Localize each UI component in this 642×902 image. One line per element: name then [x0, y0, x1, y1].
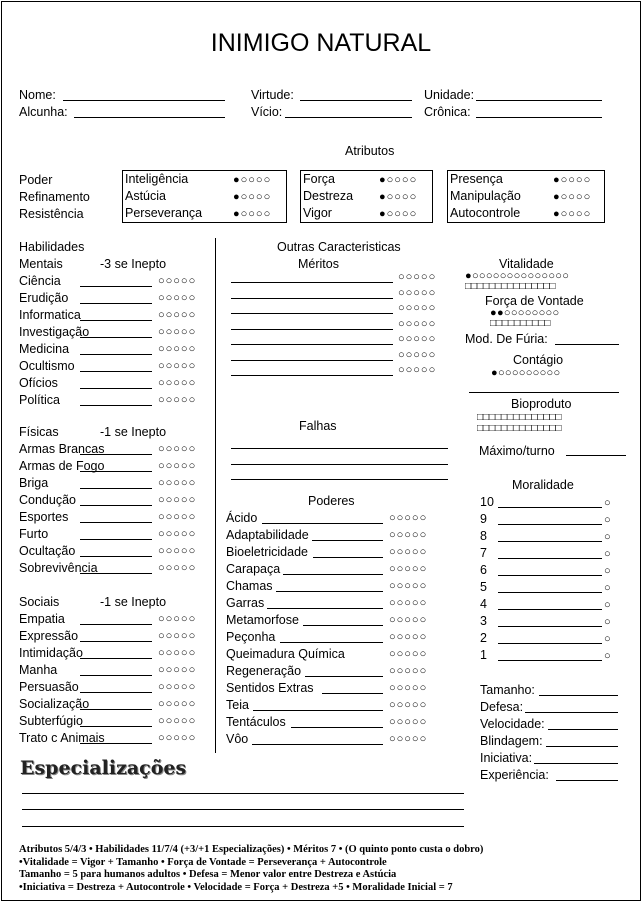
merito-line[interactable] — [231, 360, 393, 361]
moral-line[interactable] — [498, 660, 602, 661]
skill-dots[interactable]: ○○○○○ — [158, 394, 197, 406]
poder-line[interactable] — [252, 744, 383, 745]
especializacao-line[interactable] — [22, 809, 464, 810]
contagio-divider — [469, 392, 619, 393]
footer-line: •Iniciativa = Destreza + Autocontrole • Velocidade = Força + Destreza +5 • Moralidade Inicial = 7 — [19, 882, 453, 893]
merito-dots[interactable]: ○○○○○ — [398, 302, 437, 314]
alcunha-field[interactable] — [74, 117, 225, 118]
especializacao-line[interactable] — [22, 826, 464, 827]
mod-furia-label: Mod. De Fúria: — [465, 332, 548, 346]
poder-dots[interactable]: ○○○○○ — [389, 546, 428, 558]
skill-label: Armas de Fogo — [19, 459, 105, 473]
bioproduto-box-row[interactable]: □□□□□□□□□□□□□□ — [477, 423, 562, 434]
stat-field[interactable] — [534, 763, 618, 764]
moral-line[interactable] — [498, 626, 602, 627]
merito-line[interactable] — [231, 282, 393, 283]
skill-line[interactable] — [80, 522, 152, 523]
skill-label: Expressão — [19, 629, 79, 643]
skill-line[interactable] — [80, 303, 152, 304]
skill-label: Ocultação — [19, 544, 76, 558]
skill-line[interactable] — [80, 454, 152, 455]
skill-label: Briga — [19, 476, 49, 490]
skill-line[interactable] — [80, 692, 152, 693]
skill-dots[interactable]: ○○○○○ — [158, 681, 197, 693]
moral-line[interactable] — [498, 609, 602, 610]
row-refinamento: Refinamento — [19, 190, 90, 204]
skill-line[interactable] — [80, 388, 152, 389]
attr-dots[interactable]: ●○○○○ — [379, 191, 418, 203]
skill-dots[interactable]: ○○○○○ — [158, 377, 197, 389]
skill-label: Persuasão — [19, 680, 79, 694]
especializacoes-heading: Especializações — [20, 757, 187, 779]
skill-label: Manha — [19, 663, 58, 677]
skill-group-title: Sociais — [19, 595, 60, 609]
skill-line[interactable] — [80, 405, 152, 406]
poder-dots[interactable]: ○○○○○ — [389, 682, 428, 694]
skill-line[interactable] — [80, 505, 152, 506]
vitalidade-box-row[interactable]: □□□□□□□□□□□□□□□ — [465, 281, 556, 292]
skill-group-penalty: -1 se Inepto — [100, 425, 167, 439]
vicio-field[interactable] — [285, 117, 412, 118]
falhas-heading: Falhas — [299, 419, 337, 433]
skill-label: Armas Brancas — [19, 442, 105, 456]
poder-label: Regeneração — [226, 664, 302, 678]
attr-dots[interactable]: ●○○○○ — [553, 191, 592, 203]
attr-label: Força — [303, 172, 335, 186]
skill-dots[interactable]: ○○○○○ — [158, 326, 197, 338]
moral-circle[interactable]: ○ — [604, 497, 612, 509]
moral-line[interactable] — [498, 592, 602, 593]
attr-dots[interactable]: ●○○○○ — [553, 174, 592, 186]
skill-label: Medicina — [19, 342, 70, 356]
skill-label: Ocultismo — [19, 359, 75, 373]
poder-line[interactable] — [322, 693, 383, 694]
poder-line[interactable] — [291, 727, 383, 728]
atributos-heading: Atributos — [345, 144, 395, 158]
poder-line[interactable] — [253, 710, 383, 711]
outras-heading: Outras Caracteristicas — [277, 240, 401, 254]
attr-label: Autocontrole — [450, 206, 521, 220]
poder-label: Carapaça — [226, 562, 281, 576]
attr-label: Destreza — [303, 189, 354, 203]
vitalidade-dots[interactable]: ●○○○○○○○○○○○○○○ — [465, 270, 570, 282]
moral-level: 1 — [480, 648, 487, 662]
skill-line[interactable] — [80, 354, 152, 355]
poder-dots[interactable]: ○○○○○ — [389, 648, 428, 660]
moral-level: 2 — [480, 631, 487, 645]
moralidade-heading: Moralidade — [512, 478, 574, 492]
skill-dots[interactable]: ○○○○○ — [158, 698, 197, 710]
skill-line[interactable] — [80, 337, 152, 338]
attr-label: Perseverança — [125, 206, 203, 220]
stat-label: Experiência: — [480, 768, 549, 782]
attr-dots[interactable]: ●○○○○ — [379, 208, 418, 220]
skill-line[interactable] — [80, 320, 152, 321]
skill-dots[interactable]: ○○○○○ — [158, 343, 197, 355]
footer-line: Tamanho = 5 para humanos adultos • Defesa = Menor valor entre Destreza e Astúcia — [19, 869, 397, 880]
poder-line[interactable] — [267, 608, 383, 609]
poderes-heading: Poderes — [308, 494, 355, 508]
forca-vontade-heading: Força de Vontade — [485, 294, 584, 308]
skill-label: Intimidação — [19, 646, 83, 660]
poder-dots[interactable]: ○○○○○ — [389, 699, 428, 711]
skill-label: Sobrevivência — [19, 561, 98, 575]
stat-field[interactable] — [525, 712, 618, 713]
skill-dots[interactable]: ○○○○○ — [158, 275, 197, 287]
skill-dots[interactable]: ○○○○○ — [158, 562, 197, 574]
stat-label: Velocidade: — [480, 717, 545, 731]
bioproduto-box-row[interactable]: □□□□□□□□□□□□□□ — [477, 412, 562, 423]
merito-dots[interactable]: ○○○○○ — [398, 364, 437, 376]
mod-furia-field[interactable] — [555, 344, 619, 345]
skill-line[interactable] — [80, 726, 152, 727]
attr-label: Astúcia — [125, 189, 166, 203]
column-divider — [215, 238, 216, 753]
skill-line[interactable] — [80, 286, 152, 287]
moral-circle[interactable]: ○ — [604, 633, 612, 645]
poder-dots[interactable]: ○○○○○ — [389, 631, 428, 643]
poder-dots[interactable]: ○○○○○ — [389, 716, 428, 728]
skill-group-title: Mentais — [19, 257, 63, 271]
skill-line[interactable] — [80, 709, 152, 710]
skill-dots[interactable]: ○○○○○ — [158, 613, 197, 625]
stat-label: Blindagem: — [480, 734, 543, 748]
bioproduto-heading: Bioproduto — [511, 397, 572, 411]
contagio-dots[interactable]: ●○○○○○○○○○ — [491, 367, 561, 379]
skill-label: Socialização — [19, 697, 90, 711]
attr-dots[interactable]: ●○○○○ — [379, 174, 418, 186]
poder-label: Queimadura Química — [226, 647, 345, 661]
skill-line[interactable] — [80, 488, 152, 489]
poder-dots[interactable]: ○○○○○ — [389, 733, 428, 745]
attr-label: Inteligência — [125, 172, 189, 186]
poder-line[interactable] — [262, 523, 383, 524]
forca-vontade-box-row[interactable]: □□□□□□□□□□ — [490, 318, 551, 329]
moral-circle[interactable]: ○ — [604, 616, 612, 628]
merito-line[interactable] — [231, 313, 393, 314]
forca-vontade-dots[interactable]: ●●○○○○○○○○ — [490, 307, 560, 319]
moral-line[interactable] — [498, 575, 602, 576]
moral-level: 5 — [480, 580, 487, 594]
row-resistencia: Resistência — [19, 207, 84, 221]
skill-line[interactable] — [80, 641, 152, 642]
moral-circle[interactable]: ○ — [604, 582, 612, 594]
stat-label: Tamanho: — [480, 683, 535, 697]
moral-level: 7 — [480, 546, 487, 560]
skill-dots[interactable]: ○○○○○ — [158, 732, 197, 744]
poder-label: Chamas — [226, 579, 273, 593]
skill-line[interactable] — [80, 624, 152, 625]
footer-line: Atributos 5/4/3 • Habilidades 11/7/4 (+3/+1 Especializações) • Méritos 7 • (O quinto ponto custa o dobro) — [19, 844, 484, 855]
poder-label: Garras — [226, 596, 265, 610]
poder-dots[interactable]: ○○○○○ — [389, 563, 428, 575]
skill-line[interactable] — [80, 743, 152, 744]
meritos-heading: Méritos — [298, 257, 339, 271]
skill-dots[interactable]: ○○○○○ — [158, 477, 197, 489]
poder-line[interactable] — [276, 591, 383, 592]
unidade-field[interactable] — [476, 100, 602, 101]
attr-dots[interactable]: ●○○○○ — [553, 208, 592, 220]
unidade-label: Unidade: — [424, 88, 475, 102]
maximo-field[interactable] — [566, 455, 626, 456]
skill-group-title: Físicas — [19, 425, 59, 439]
poder-line[interactable] — [303, 625, 383, 626]
cronica-label: Crônica: — [424, 105, 471, 119]
attr-label: Vigor — [303, 206, 332, 220]
falha-line[interactable] — [231, 464, 448, 465]
poder-label: Vôo — [226, 732, 249, 746]
skill-label: Condução — [19, 493, 76, 507]
habilidades-heading: Habilidades — [19, 240, 85, 254]
merito-dots[interactable]: ○○○○○ — [398, 286, 437, 299]
skill-dots[interactable]: ○○○○○ — [158, 460, 197, 472]
poder-dots[interactable]: ○○○○○ — [389, 580, 428, 592]
stat-field[interactable] — [556, 780, 618, 781]
poder-line[interactable] — [283, 574, 383, 575]
skill-dots[interactable]: ○○○○○ — [158, 528, 197, 540]
moral-level: 6 — [480, 563, 487, 577]
skill-group-penalty: -3 se Inepto — [100, 257, 167, 271]
poder-label: Peçonha — [226, 630, 276, 644]
moral-level: 9 — [480, 512, 487, 526]
cronica-field[interactable] — [476, 117, 602, 118]
poder-label: Ácido — [226, 511, 258, 525]
poder-label: Adaptabilidade — [226, 528, 309, 542]
skill-label: Política — [19, 393, 60, 407]
stat-label: Defesa: — [480, 700, 524, 714]
poder-dots[interactable]: ○○○○○ — [389, 529, 428, 541]
moral-level: 10 — [480, 495, 494, 509]
skill-label: Informatica — [19, 308, 81, 322]
skill-line[interactable] — [80, 556, 152, 557]
stat-field[interactable] — [539, 695, 618, 696]
moral-line[interactable] — [498, 558, 602, 559]
skill-dots[interactable]: ○○○○○ — [158, 545, 197, 557]
moral-line[interactable] — [498, 541, 602, 542]
skill-dots[interactable]: ○○○○○ — [158, 443, 197, 455]
nome-label: Nome: — [19, 88, 56, 102]
skill-group-penalty: -1 se Inepto — [100, 595, 167, 609]
poder-line[interactable] — [312, 540, 383, 541]
skill-dots[interactable]: ○○○○○ — [158, 309, 197, 321]
maximo-label: Máximo/turno — [479, 444, 555, 458]
skill-dots[interactable]: ○○○○○ — [158, 715, 197, 727]
poder-dots[interactable]: ○○○○○ — [389, 614, 428, 626]
falha-line[interactable] — [231, 479, 448, 480]
page-title: INIMIGO NATURAL — [210, 29, 432, 57]
stat-field[interactable] — [548, 729, 618, 730]
poder-label: Bioeletricidade — [226, 545, 308, 559]
vitalidade-heading: Vitalidade — [499, 257, 554, 271]
attr-label: Presença — [450, 172, 503, 186]
skill-label: Empatia — [19, 612, 65, 626]
skill-dots[interactable]: ○○○○○ — [158, 647, 197, 659]
attr-dots[interactable]: ●○○○○ — [233, 208, 272, 220]
skill-label: Ciência — [19, 274, 61, 288]
merito-line[interactable] — [231, 344, 393, 345]
virtude-field[interactable] — [300, 100, 412, 101]
merito-line[interactable] — [231, 375, 393, 376]
poder-label: Sentidos Extras — [226, 681, 314, 695]
moral-level: 3 — [480, 614, 487, 628]
poder-line[interactable] — [313, 557, 383, 558]
merito-line[interactable] — [231, 298, 393, 299]
skill-label: Ofícios — [19, 376, 58, 390]
skill-line[interactable] — [80, 371, 152, 372]
moral-circle[interactable]: ○ — [604, 599, 612, 611]
skill-dots[interactable]: ○○○○○ — [158, 292, 197, 304]
skill-label: Trato c Animais — [19, 731, 105, 745]
moral-level: 8 — [480, 529, 487, 543]
poder-dots[interactable]: ○○○○○ — [389, 512, 428, 524]
alcunha-label: Alcunha: — [19, 105, 68, 119]
moral-level: 4 — [480, 597, 487, 611]
skill-label: Investigação — [19, 325, 90, 339]
moral-circle[interactable]: ○ — [604, 565, 612, 577]
skill-line[interactable] — [80, 471, 152, 472]
skill-label: Furto — [19, 527, 49, 541]
moral-line[interactable] — [498, 507, 602, 508]
skill-line[interactable] — [80, 573, 152, 574]
poder-line[interactable] — [280, 642, 383, 643]
skill-line[interactable] — [80, 658, 152, 659]
vicio-label: Vício: — [251, 105, 283, 119]
skill-dots[interactable]: ○○○○○ — [158, 511, 197, 523]
skill-label: Erudição — [19, 291, 69, 305]
merito-dots[interactable]: ○○○○○ — [398, 317, 437, 330]
moral-circle[interactable]: ○ — [604, 531, 612, 543]
merito-dots[interactable]: ○○○○○ — [398, 271, 437, 283]
poder-line[interactable] — [305, 676, 383, 677]
poder-label: Tentáculos — [226, 715, 286, 729]
stat-label: Iniciativa: — [480, 751, 533, 765]
merito-dots[interactable]: ○○○○○ — [398, 348, 437, 361]
moral-circle[interactable]: ○ — [604, 548, 612, 560]
stat-field[interactable] — [546, 746, 618, 747]
especializacao-line[interactable] — [22, 793, 464, 794]
skill-dots[interactable]: ○○○○○ — [158, 630, 197, 642]
row-poder: Poder — [19, 173, 53, 187]
skill-dots[interactable]: ○○○○○ — [158, 494, 197, 506]
skill-line[interactable] — [80, 675, 152, 676]
poder-label: Metamorfose — [226, 613, 299, 627]
falha-line[interactable] — [231, 448, 448, 449]
nome-field[interactable] — [63, 100, 225, 101]
attr-label: Manipulação — [450, 189, 521, 203]
skill-line[interactable] — [80, 539, 152, 540]
poder-dots[interactable]: ○○○○○ — [389, 597, 428, 609]
skill-dots[interactable]: ○○○○○ — [158, 360, 197, 372]
poder-label: Teia — [226, 698, 249, 712]
skill-dots[interactable]: ○○○○○ — [158, 664, 197, 676]
moral-line[interactable] — [498, 643, 602, 644]
contagio-heading: Contágio — [513, 353, 564, 367]
merito-dots[interactable]: ○○○○○ — [398, 333, 437, 345]
skill-label: Esportes — [19, 510, 69, 524]
poder-dots[interactable]: ○○○○○ — [389, 665, 428, 677]
moral-circle[interactable]: ○ — [604, 514, 612, 526]
attr-dots[interactable]: ●○○○○ — [233, 191, 272, 203]
skill-label: Subterfúgio — [19, 714, 83, 728]
moral-circle[interactable]: ○ — [604, 650, 612, 662]
moral-line[interactable] — [498, 524, 602, 525]
footer-line: •Vitalidade = Vigor + Tamanho • Força de Vontade = Perseverança + Autocontrole — [19, 857, 387, 868]
attr-dots[interactable]: ●○○○○ — [233, 174, 272, 186]
merito-line[interactable] — [231, 329, 393, 330]
virtude-label: Virtude: — [251, 88, 294, 102]
